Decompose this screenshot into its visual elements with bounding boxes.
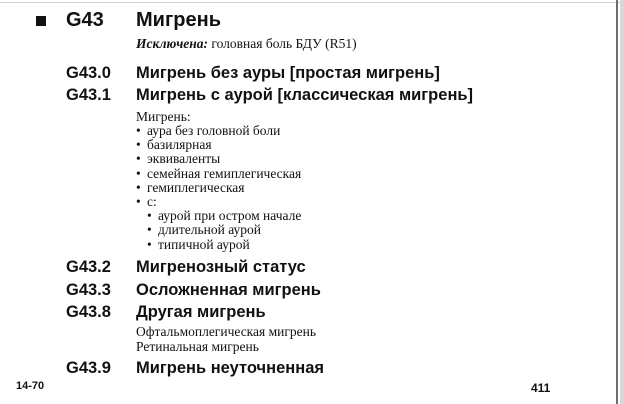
page-number: 411 [531, 381, 551, 395]
entry-title: Мигрень неуточненная [136, 359, 325, 377]
bullet-icon: • [147, 222, 152, 238]
bullet-icon: • [136, 137, 141, 153]
list-item: • типичной аурой [147, 236, 250, 252]
entry-code: G43.3 [66, 281, 111, 299]
list-item: • с: • аурой при остром начале • длительной аурой • типичной аурой [136, 194, 302, 252]
list-item: • семейная гемиплегическая [136, 165, 302, 181]
inclusion-line: Ретинальная мигрень [136, 339, 259, 354]
entry-title: Мигренозный статус [136, 258, 306, 276]
list-item: • длительной аурой [147, 222, 261, 238]
bullet-icon: • [147, 208, 152, 224]
bullet-icon: • [136, 123, 141, 138]
right-edge-rule [616, 0, 618, 404]
entry-code: G43.8 [66, 303, 111, 321]
entry-code: G43.2 [66, 258, 111, 276]
entry-title: Осложненная мигрень [136, 281, 321, 299]
top-rule [0, 2, 624, 3]
inclusion-sublist [136, 209, 301, 252]
inclusion-line: Офтальмоплегическая мигрень [136, 324, 317, 339]
entry-title: Мигрень с аурой [классическая мигрень] [136, 86, 474, 104]
entry-code: G43.0 [66, 64, 111, 82]
list-item: • аура без головной боли [136, 123, 281, 138]
inclusion-list [136, 124, 301, 252]
main-title: Мигрень [136, 9, 221, 31]
bullet-icon: • [147, 236, 152, 252]
square-bullet-icon [36, 16, 46, 26]
list-item: • базилярная [136, 137, 212, 153]
entry-code: G43.9 [66, 359, 111, 377]
bullet-icon: • [136, 194, 141, 210]
footer-left-code: 14-70 [16, 380, 45, 392]
entry-code: G43.1 [66, 86, 111, 104]
bullet-icon: • [136, 179, 141, 195]
entry-title: Мигрень без ауры [простая мигрень] [136, 64, 440, 82]
list-item: • гемиплегическая [136, 179, 245, 195]
inclusion-heading: Мигрень: [136, 109, 191, 124]
list-item: • эквиваленты [136, 151, 221, 167]
list-item: • аурой при остром начале [147, 208, 302, 224]
main-code: G43 [66, 9, 104, 31]
exclusion-line [136, 37, 357, 51]
exclusion-text: головная боль БДУ (R51) [211, 36, 357, 51]
bullet-icon: • [136, 151, 141, 167]
exclusion-label: Исключена: [136, 36, 209, 51]
right-edge-shadow [620, 0, 624, 404]
bullet-icon: • [136, 165, 141, 181]
entry-title: Другая мигрень [136, 303, 266, 321]
